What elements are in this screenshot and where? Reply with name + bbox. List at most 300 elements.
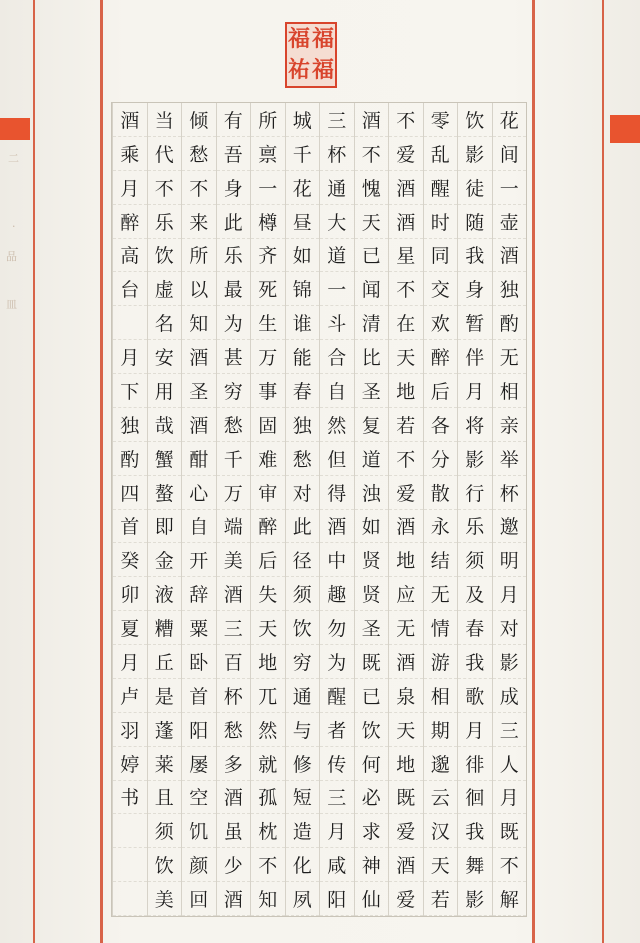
character-cell: 天 [251,611,285,645]
character-cell: 知 [182,306,216,340]
character-cell: 通 [320,171,354,205]
character-cell: 卯 [113,577,147,611]
character-cell: 不 [389,103,423,137]
character-cell: 传 [320,747,354,781]
character-cell: 夙 [286,882,320,916]
character-cell: 酒 [113,103,147,137]
character-cell: 若 [389,408,423,442]
character-cell: 月 [458,374,492,408]
character-cell: 少 [217,848,251,882]
red-rule-left-outer [33,0,35,943]
character-cell: 明 [493,543,527,577]
text-column [423,103,458,916]
character-cell: 开 [182,543,216,577]
character-cell: 饥 [182,814,216,848]
character-cell: 美 [217,543,251,577]
character-cell: 卧 [182,645,216,679]
character-cell: 醒 [320,679,354,713]
character-cell: 醉 [251,510,285,544]
character-cell: 下 [113,374,147,408]
character-cell: 城 [286,103,320,137]
character-cell: 酒 [182,340,216,374]
character-cell: 爱 [389,814,423,848]
character-cell: 首 [113,510,147,544]
text-column [112,103,147,916]
character-cell: 求 [355,814,389,848]
character-cell: 羽 [113,713,147,747]
character-cell: 金 [148,543,182,577]
character-cell: 倾 [182,103,216,137]
character-cell: 通 [286,679,320,713]
character-cell: 酒 [389,848,423,882]
character-cell: 无 [493,340,527,374]
character-cell: 必 [355,781,389,815]
character-cell: 勿 [320,611,354,645]
character-cell: 为 [217,306,251,340]
character-cell: 邀 [493,510,527,544]
character-cell: 颜 [182,848,216,882]
character-cell: 虽 [217,814,251,848]
character-cell [113,306,147,340]
character-cell: 乐 [217,239,251,273]
text-column [354,103,389,916]
character-cell: 与 [286,713,320,747]
character-cell: 咸 [320,848,354,882]
character-cell: 影 [493,645,527,679]
character-cell: 此 [286,510,320,544]
red-rule-right-outer [602,0,604,943]
character-cell: 何 [355,747,389,781]
character-cell: 饮 [286,611,320,645]
character-cell: 身 [458,272,492,306]
character-cell: 阳 [182,713,216,747]
character-cell: 多 [217,747,251,781]
character-cell: 星 [389,239,423,273]
character-cell: 爱 [389,137,423,171]
character-cell: 时 [424,205,458,239]
character-cell: 独 [113,408,147,442]
margin-mark: 皿 [6,298,17,311]
character-cell: 然 [251,713,285,747]
character-cell: 樽 [251,205,285,239]
character-cell: 能 [286,340,320,374]
character-cell: 散 [424,476,458,510]
character-cell: 夏 [113,611,147,645]
character-cell: 所 [251,103,285,137]
character-cell: 粟 [182,611,216,645]
character-cell: 不 [389,272,423,306]
character-cell: 邈 [424,747,458,781]
character-cell: 花 [493,103,527,137]
character-cell: 暂 [458,306,492,340]
character-cell: 酒 [217,882,251,916]
character-cell: 醒 [424,171,458,205]
character-cell: 在 [389,306,423,340]
character-cell: 既 [355,645,389,679]
character-cell: 我 [458,814,492,848]
character-cell: 知 [251,882,285,916]
character-cell: 汉 [424,814,458,848]
character-cell: 地 [251,645,285,679]
character-cell: 糟 [148,611,182,645]
character-cell: 人 [493,747,527,781]
character-cell: 春 [286,374,320,408]
character-cell: 须 [458,543,492,577]
character-cell: 端 [217,510,251,544]
character-cell: 道 [355,442,389,476]
character-cell: 乘 [113,137,147,171]
character-cell: 此 [217,205,251,239]
text-column [285,103,320,916]
character-cell: 我 [458,239,492,273]
character-cell: 禀 [251,137,285,171]
character-cell: 书 [113,781,147,815]
character-cell: 月 [113,340,147,374]
character-cell: 伴 [458,340,492,374]
character-cell: 枕 [251,814,285,848]
character-cell: 酒 [389,510,423,544]
character-cell: 杯 [217,679,251,713]
character-cell: 穷 [286,645,320,679]
character-cell: 千 [286,137,320,171]
character-cell: 名 [148,306,182,340]
character-cell: 不 [493,848,527,882]
character-cell: 天 [389,713,423,747]
character-cell: 四 [113,476,147,510]
character-cell: 饮 [148,239,182,273]
red-rule-left-inner [100,0,103,943]
character-cell: 三 [493,713,527,747]
seal-icon [285,22,337,88]
character-cell: 安 [148,340,182,374]
character-cell: 闻 [355,272,389,306]
character-cell: 若 [424,882,458,916]
character-cell: 复 [355,408,389,442]
character-cell: 既 [389,781,423,815]
character-cell: 对 [493,611,527,645]
character-cell: 泉 [389,679,423,713]
character-cell: 万 [251,340,285,374]
character-cell: 一 [251,171,285,205]
seal-char: 福 [311,26,334,52]
character-cell: 须 [148,814,182,848]
character-cell: 神 [355,848,389,882]
character-cell: 将 [458,408,492,442]
character-cell: 如 [355,510,389,544]
character-cell: 首 [182,679,216,713]
character-cell: 饮 [355,713,389,747]
character-cell: 应 [389,577,423,611]
character-cell: 生 [251,306,285,340]
character-cell: 为 [320,645,354,679]
character-cell: 千 [217,442,251,476]
character-cell: 如 [286,239,320,273]
character-cell: 仙 [355,882,389,916]
character-cell: 解 [493,882,527,916]
character-cell: 已 [355,679,389,713]
character-cell: 饮 [148,848,182,882]
character-cell: 对 [286,476,320,510]
character-cell: 无 [424,577,458,611]
character-cell: 径 [286,543,320,577]
red-rule-right-inner [532,0,535,943]
character-cell: 贤 [355,543,389,577]
character-cell: 酒 [217,781,251,815]
character-cell: 丘 [148,645,182,679]
calligraphy-grid [111,102,527,917]
character-cell: 地 [389,543,423,577]
character-cell: 一 [320,272,354,306]
character-cell: 既 [493,814,527,848]
character-cell: 月 [458,713,492,747]
character-cell: 孤 [251,781,285,815]
character-cell: 齐 [251,239,285,273]
character-cell: 当 [148,103,182,137]
character-cell: 影 [458,137,492,171]
character-cell: 代 [148,137,182,171]
character-cell: 乐 [148,205,182,239]
character-cell: 三 [217,611,251,645]
character-cell: 以 [182,272,216,306]
character-cell: 空 [182,781,216,815]
character-cell: 酒 [389,205,423,239]
right-red-band [610,115,640,143]
character-cell: 不 [355,137,389,171]
character-cell: 液 [148,577,182,611]
character-cell: 即 [148,510,182,544]
character-cell: 云 [424,781,458,815]
character-cell: 有 [217,103,251,137]
character-cell: 化 [286,848,320,882]
character-cell: 心 [182,476,216,510]
margin-mark: 二 [8,152,19,165]
character-cell: 酒 [355,103,389,137]
character-cell: 间 [493,137,527,171]
character-cell: 斗 [320,306,354,340]
character-cell: 永 [424,510,458,544]
character-cell: 贤 [355,577,389,611]
character-cell: 卢 [113,679,147,713]
character-cell: 不 [251,848,285,882]
character-cell: 无 [389,611,423,645]
margin-mark: · [12,220,16,233]
character-cell: 及 [458,577,492,611]
character-cell: 随 [458,205,492,239]
character-cell: 莱 [148,747,182,781]
seal-char: 福 [311,57,334,83]
character-cell: 爱 [389,476,423,510]
character-cell: 圣 [355,611,389,645]
character-cell: 趣 [320,577,354,611]
character-cell: 欢 [424,306,458,340]
character-cell: 癸 [113,543,147,577]
character-cell: 零 [424,103,458,137]
character-cell: 后 [251,543,285,577]
character-cell: 徘 [458,747,492,781]
character-cell: 月 [493,577,527,611]
character-cell: 难 [251,442,285,476]
character-cell: 然 [320,408,354,442]
character-cell: 歌 [458,679,492,713]
character-cell: 谁 [286,306,320,340]
character-cell: 酌 [113,442,147,476]
character-cell: 百 [217,645,251,679]
text-column [492,103,527,916]
character-cell: 者 [320,713,354,747]
seal-char: 祐 [287,57,310,83]
character-cell: 锦 [286,272,320,306]
character-cell: 台 [113,272,147,306]
margin-mark: 品 [6,250,17,263]
character-cell: 独 [286,408,320,442]
character-cell: 亲 [493,408,527,442]
text-column [388,103,423,916]
character-cell: 结 [424,543,458,577]
character-cell: 愁 [217,408,251,442]
character-cell: 圣 [182,374,216,408]
character-cell: 愁 [217,713,251,747]
character-cell: 月 [113,645,147,679]
seal-char: 福 [287,26,310,52]
character-cell: 行 [458,476,492,510]
character-cell: 月 [320,814,354,848]
character-cell: 后 [424,374,458,408]
character-cell: 成 [493,679,527,713]
character-cell: 酣 [182,442,216,476]
character-cell: 大 [320,205,354,239]
character-cell: 杯 [320,137,354,171]
character-cell: 清 [355,306,389,340]
character-cell: 就 [251,747,285,781]
character-cell: 死 [251,272,285,306]
character-cell: 来 [182,205,216,239]
character-cell: 阳 [320,882,354,916]
character-cell: 酒 [182,408,216,442]
character-cell: 蟹 [148,442,182,476]
character-cell: 甚 [217,340,251,374]
character-cell: 影 [458,882,492,916]
character-cell: 万 [217,476,251,510]
character-cell: 审 [251,476,285,510]
character-cell: 分 [424,442,458,476]
character-cell: 不 [389,442,423,476]
character-cell: 游 [424,645,458,679]
character-cell: 醉 [424,340,458,374]
character-cell: 所 [182,239,216,273]
character-cell: 愁 [286,442,320,476]
character-cell: 造 [286,814,320,848]
character-cell: 但 [320,442,354,476]
character-cell: 相 [493,374,527,408]
character-cell: 天 [424,848,458,882]
character-cell: 月 [113,171,147,205]
character-cell: 地 [389,374,423,408]
character-cell: 愁 [182,137,216,171]
character-cell: 圣 [355,374,389,408]
character-cell: 昼 [286,205,320,239]
character-cell: 酒 [389,171,423,205]
character-cell: 一 [493,171,527,205]
character-cell: 自 [320,374,354,408]
character-cell: 且 [148,781,182,815]
character-cell: 最 [217,272,251,306]
character-cell: 蓬 [148,713,182,747]
character-cell: 酌 [493,306,527,340]
character-cell: 爱 [389,882,423,916]
character-cell: 影 [458,442,492,476]
character-cell: 须 [286,577,320,611]
character-cell: 道 [320,239,354,273]
character-cell: 高 [113,239,147,273]
left-red-band [0,118,30,140]
character-cell: 兀 [251,679,285,713]
character-cell: 酒 [217,577,251,611]
character-cell: 春 [458,611,492,645]
character-cell: 各 [424,408,458,442]
character-cell: 壶 [493,205,527,239]
character-cell: 失 [251,577,285,611]
text-column [319,103,354,916]
character-cell: 是 [148,679,182,713]
character-cell: 独 [493,272,527,306]
character-cell: 中 [320,543,354,577]
character-cell: 吾 [217,137,251,171]
character-cell: 酒 [493,239,527,273]
character-cell: 举 [493,442,527,476]
character-cell: 相 [424,679,458,713]
character-cell: 天 [389,340,423,374]
text-column [250,103,285,916]
character-cell: 回 [182,882,216,916]
character-cell [113,848,147,882]
text-column [457,103,492,916]
character-cell: 得 [320,476,354,510]
character-cell: 自 [182,510,216,544]
character-cell: 徒 [458,171,492,205]
character-cell: 饮 [458,103,492,137]
text-column [147,103,182,916]
character-cell: 酒 [389,645,423,679]
character-cell: 杯 [493,476,527,510]
text-column [181,103,216,916]
character-cell: 地 [389,747,423,781]
character-cell: 身 [217,171,251,205]
character-cell: 固 [251,408,285,442]
character-cell: 穷 [217,374,251,408]
character-cell: 婷 [113,747,147,781]
character-cell [113,814,147,848]
character-cell: 三 [320,781,354,815]
character-cell: 三 [320,103,354,137]
character-cell: 浊 [355,476,389,510]
character-cell: 短 [286,781,320,815]
character-cell [113,882,147,916]
character-cell: 合 [320,340,354,374]
character-cell: 徊 [458,781,492,815]
character-cell: 乐 [458,510,492,544]
character-cell: 酒 [320,510,354,544]
character-cell: 不 [182,171,216,205]
character-cell: 螯 [148,476,182,510]
character-cell: 乱 [424,137,458,171]
character-cell: 我 [458,645,492,679]
character-cell: 哉 [148,408,182,442]
character-cell: 不 [148,171,182,205]
character-cell: 情 [424,611,458,645]
character-cell: 醉 [113,205,147,239]
character-cell: 修 [286,747,320,781]
character-cell: 用 [148,374,182,408]
